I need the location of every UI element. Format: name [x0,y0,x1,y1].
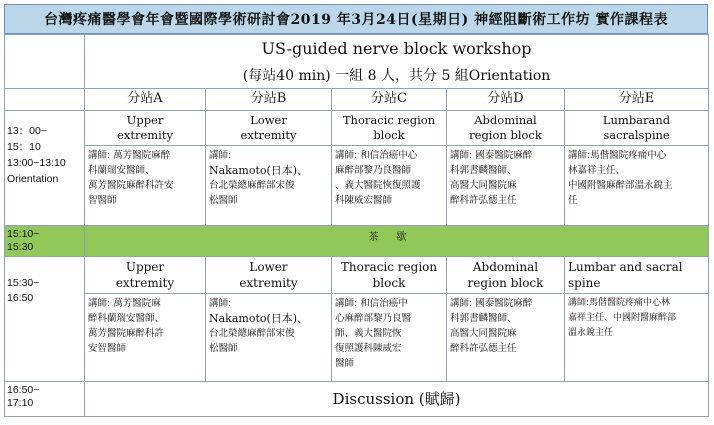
session2-lecturer-a [85,294,206,382]
workshop-header [85,35,709,89]
session2-time-start: 15:30~ [7,277,40,289]
session2-region-a [85,257,206,294]
lecturer-line: 高醫大同醫院麻 [450,328,517,339]
region-line: sacralspine [603,128,670,142]
session2-lecturer-c [332,294,447,382]
region-line: extremity [239,276,298,290]
lecturer-line: 安智醫師 [88,343,127,354]
region-line: spine [568,276,601,290]
lecturer-line: 科郭書麟醫師、 [450,313,517,324]
lecturer-line: 講師: [209,298,232,309]
header-time-cell [5,35,85,89]
lecturer-line: 萬芳醫院麻醉科許 [88,328,165,339]
lecturer-line: 講師:馬偕醫院疼痛中心 [568,150,667,161]
region-line: Abdominal [472,260,539,274]
session1-lecturer-row [5,146,709,226]
page-title: 台灣疼痛醫學會年會暨國際學術研討會2019 年3月24日(星期日) 神經阻斷術工作坊 實作課程表 [4,4,708,34]
session1-region-d [447,111,565,146]
lecturer-line: 醉科許弘德主任 [450,195,517,206]
lecturer-line: 講師: [209,150,232,161]
lecturer-line: 心麻醉部黎乃良醫 [335,313,412,324]
lecturer-line: 科陳威宏醫師 [335,195,393,206]
lecturer-line: 講師: 和信治癌中 [335,298,408,309]
station-d: 分站D [447,89,565,111]
lecturer-line: 講師: 國泰醫院麻醉 [450,298,533,309]
region-line: region block [469,128,542,142]
session2-region-c [332,257,447,294]
lecturer-line: 講師:馬偕醫院疼痛中心林 [568,298,671,308]
discussion-time-start: 16:50~ [7,384,40,396]
lecturer-line: 中國附醫麻醉部溫永銳主 [568,180,673,191]
lecturer-line: 醫師 [335,358,355,369]
region-line: Thoracic region [340,260,438,274]
session2-time [5,257,85,382]
session2-region-d [447,257,565,294]
lecturer-line: 復照護科陳威宏 [335,343,402,354]
region-line: Upper [125,260,165,274]
lecturer-line: 科蘭瑞安醫師、 [88,165,155,176]
session1-lecturer-b [206,146,332,226]
session2-time-end: 16:50 [7,292,34,304]
region-line: block [372,276,406,290]
lecturer-line: 任 [568,195,578,206]
lecturer-line: Nakamoto(日本)、 [209,312,309,325]
lecturer-line: 台北榮總麻醉部宋俊 [209,180,295,191]
lecturer-line: 台北榮總麻醉部宋俊 [209,328,295,339]
lecturer-line: 嘉祥主任、中國附醫麻醉部 [568,313,677,323]
session1-region-e [565,111,709,146]
discussion-row [5,382,709,417]
session2-region-b [206,257,332,294]
station-c: 分站C [332,89,447,111]
lecturer-line: 林嘉祥主任、 [568,165,626,176]
lecturer-line: 溫永銳主任 [568,328,614,338]
session2-region-row [5,257,709,294]
session1-region-a [85,111,206,146]
session1-region-b [206,111,332,146]
station-e: 分站E [565,89,709,111]
session2-lecturer-d [447,294,565,382]
region-line: extremity [240,128,297,142]
break-time-end: 15:30 [7,241,34,253]
lecturer-line: 醉科蘭瑞安醫師、 [88,313,165,324]
region-line: Lower [250,113,287,127]
break-row [5,226,709,257]
schedule-table [4,34,709,417]
station-a: 分站A [85,89,206,111]
lecturer-line: 萬芳醫院麻醉科許安 [88,180,174,191]
discussion-time-end: 17:10 [7,397,34,409]
lecturer-line: 醉科許弘德主任 [450,343,517,354]
workshop-subtitle: (每站40 min) 一組 8 人，共分 5 組Orientation [242,68,551,84]
lecturer-line: 松醫師 [209,195,238,206]
session1-orientation-label: Orientation [7,173,59,185]
region-line: Lumbarand [602,113,671,127]
session1-time [5,111,85,226]
lecturer-line: 、義大醫院恢復照護 [335,180,421,191]
lecturer-line: 松醫師 [209,343,238,354]
break-time-start: 15:10~ [7,228,40,240]
break-label: 茶歇 [85,226,709,257]
lecturer-line: 講師: 和信治癌中心 [335,150,418,161]
session2-lecturer-b [206,294,332,382]
region-line: region block [467,276,544,290]
session1-region-c [332,111,447,146]
region-line: extremity [117,128,173,142]
station-time-cell [5,89,85,111]
region-line: Lower [249,260,288,274]
region-line: Upper [126,113,164,127]
region-line: block [373,128,405,142]
session2-lecturer-e [565,294,709,382]
session1-lecturer-e [565,146,709,226]
region-line: Thoracic region [342,113,436,127]
discussion-label: Discussion (賦歸) [85,382,709,417]
header-row [5,35,709,89]
station-row [5,89,709,111]
region-line: Lumbar and sacral [568,260,683,274]
session1-region-row [5,111,709,146]
station-b: 分站B [206,89,332,111]
session2-region-e [565,257,709,294]
session1-time-start: 13：00~ [7,125,47,137]
break-time [5,226,85,257]
session2-lecturer-row [5,294,709,382]
lecturer-line: 師、義大醫院恢 [335,328,402,339]
discussion-time [5,382,85,417]
lecturer-line: 科郭書麟醫師、 [450,165,517,176]
lecturer-line: 麻醉部黎乃良醫師 [335,165,412,176]
session1-lecturer-c [332,146,447,226]
session1-orientation-time: 13:00~13:10 [7,157,66,169]
session1-lecturer-a [85,146,206,226]
session1-time-end: 15：10 [7,141,41,153]
region-line: extremity [115,276,175,290]
lecturer-line: 講師: 萬芳醫院麻醉 [88,150,171,161]
lecturer-line: Nakamoto(日本)、 [209,164,309,177]
lecturer-line: 講師: 萬芳醫院麻 [88,298,161,309]
session1-lecturer-d [447,146,565,226]
region-line: Abdominal [474,113,537,127]
lecturer-line: 智醫師 [88,195,117,206]
lecturer-line: 高醫大同醫院麻 [450,180,517,191]
lecturer-line: 講師: 國泰醫院麻醉 [450,150,533,161]
workshop-name: US-guided nerve block workshop [261,39,532,58]
